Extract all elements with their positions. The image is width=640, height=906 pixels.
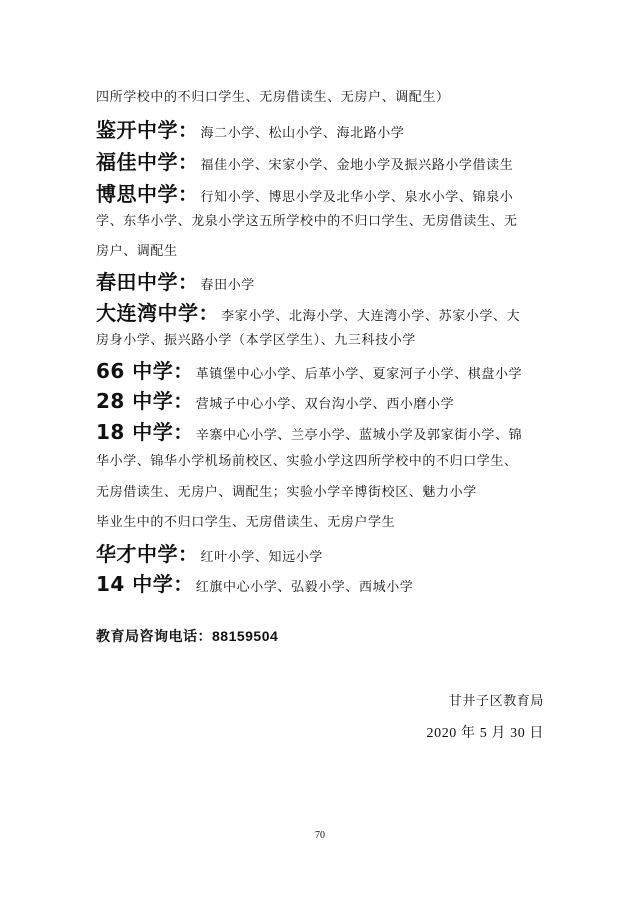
school-name: 华才中学： [96,542,199,566]
feeder-schools-continued: 房身小学、振兴路小学（本学区学生）、九三科技小学 [96,333,416,348]
school-name: 66 中学： [96,359,194,383]
feeder-schools-continued: 毕业生中的不归口学生、无房借读生、无房户学生 [96,515,396,530]
school-entry [96,568,413,597]
feeder-schools: 红叶小学、知远小学 [200,550,323,565]
school-name: 28 中学： [96,389,194,413]
feeder-schools: 行知小学、博思小学及北华小学、泉水小学、锦泉小 [200,190,514,205]
school-name: 春田中学： [96,270,199,294]
school-name: 博思中学： [96,182,199,206]
school-name: 大连湾中学： [96,301,219,325]
feeder-schools: 辛寨中心小学、兰亭小学、蓝城小学及郭家街小学、锦 [195,428,523,443]
school-entry [96,385,454,414]
signature-date: 2020 年 5 月 30 日 [426,726,544,741]
school-entry [96,416,522,445]
feeder-schools: 海二小学、松山小学、海北路小学 [200,126,405,141]
hotline-number: 88159504 [212,628,279,644]
school-entry [96,146,513,175]
feeder-schools-continued: 学、东华小学、龙泉小学这五所学校中的不归口学生、无房借读生、无 [96,214,518,229]
school-entry [96,266,255,295]
school-entry [96,178,513,207]
feeder-schools: 革镇堡中心小学、后革小学、夏家河子小学、棋盘小学 [195,367,523,382]
feeder-schools-continued: 华小学、锦华小学机场前校区、实验小学这四所学校中的不归口学生、 [96,454,518,469]
school-entry [96,114,405,143]
feeder-schools: 营城子中心小学、双台沟小学、西小磨小学 [195,397,455,412]
school-entry [96,355,522,384]
feeder-schools-continued: 无房借读生、无房户、调配生；实验小学辛博街校区、魅力小学 [96,485,477,500]
school-name: 18 中学： [96,420,194,444]
feeder-schools-continued: 房户、调配生 [96,244,178,259]
continuation-text: 四所学校中的不归口学生、无房借读生、无房户、调配生） [96,90,450,105]
feeder-schools: 李家小学、北海小学、大连湾小学、苏家小学、大 [221,309,521,324]
school-name: 鉴开中学： [96,118,199,142]
feeder-schools: 福佳小学、宋家小学、金地小学及振兴路小学借读生 [200,158,514,173]
school-name: 14 中学： [96,572,194,596]
consultation-hotline [96,626,278,646]
feeder-schools: 春田小学 [200,278,255,293]
hotline-label: 教育局咨询电话： [96,629,212,645]
page-number: 70 [315,830,325,841]
school-entry [96,297,520,326]
school-name: 福佳中学： [96,150,199,174]
feeder-schools: 红旗中心小学、弘毅小学、西城小学 [195,580,414,595]
signature-org: 甘井子区教育局 [448,694,544,709]
school-entry [96,538,323,567]
